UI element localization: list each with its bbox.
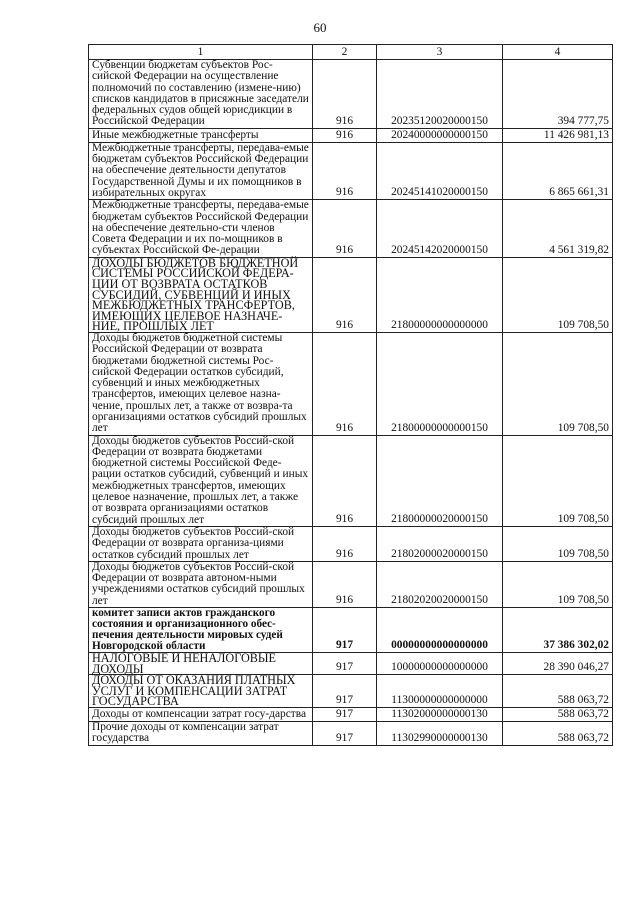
classification-code-cell: 11302990000000130 — [377, 722, 503, 746]
admin-code-cell: 917 — [313, 675, 377, 708]
page-number: 60 — [313, 20, 327, 35]
table-body — [89, 60, 613, 746]
admin-code-cell: 917 — [313, 722, 377, 746]
admin-code-cell: 916 — [313, 561, 377, 607]
income-name-cell: Доходы бюджетов субъектов Россий-ской Федерации от возврата автоном-ными учреждениями остатков субсидий прошлых лет — [89, 561, 313, 607]
classification-code-cell: 20240000000000150 — [377, 128, 503, 142]
classification-code-cell: 20245142020000150 — [377, 200, 503, 257]
table-row — [89, 60, 613, 129]
classification-code-cell: 21800000000000000 — [377, 257, 503, 332]
amount-cell: 588 063,72 — [503, 708, 613, 722]
amount-cell: 109 708,50 — [503, 332, 613, 435]
table-row — [89, 653, 613, 675]
income-name-cell: Межбюджетные трансферты, передава-емые бюджетам субъектов Российской Федерации на обеспечение деятельно-сти членов Совета Федерации и их по-мощников в субъектах Российской Фе-дерации — [89, 200, 313, 257]
income-name-cell: Доходы бюджетов бюджетной системы Российской Федерации от возврата бюджетами бюджетной системы Рос-сийской Федерации остатков субсидий, субвенций и иных межбюджетных трансфертов, имеющих целевое назна-чение, прошлых лет, а также от возвра-та организациями остатков субсидий прошлых лет — [89, 332, 313, 435]
amount-cell: 109 708,50 — [503, 257, 613, 332]
column-header-1: 1 — [89, 45, 313, 60]
admin-code-cell: 916 — [313, 257, 377, 332]
income-name-cell: Доходы бюджетов субъектов Россий-ской Федерации от возврата бюджетами бюджетной системы Российской Феде-рации остатков субсидий, субвенций и иных межбюджетных трансфертов, имеющих целевое назначение, прошлых лет, а также от возврата организациями остатков субсидий прошлых лет — [89, 435, 313, 526]
classification-code-cell: 10000000000000000 — [377, 653, 503, 675]
table-row — [89, 561, 613, 607]
column-header-2: 2 — [313, 45, 377, 60]
income-name-cell: Доходы бюджетов субъектов Россий-ской Федерации от возврата организа-циями остатков субсидий прошлых лет — [89, 526, 313, 561]
admin-code-cell: 917 — [313, 653, 377, 675]
income-name-cell: ДОХОДЫ БЮДЖЕТОВ БЮДЖЕТНОЙ СИСТЕМЫ РОССИЙСКОЙ ФЕДЕРА-ЦИИ ОТ ВОЗВРАТА ОСТАТКОВ СУБСИДИЙ, СУБВЕНЦИЙ И ИНЫХ МЕЖБЮДЖЕТНЫХ ТРАНСФЕРТОВ, ИМЕЮЩИХ ЦЕЛЕВОЕ НАЗНАЧЕ-НИЕ, ПРОШЛЫХ ЛЕТ — [89, 257, 313, 332]
classification-code-cell: 21802020020000150 — [377, 561, 503, 607]
table-row — [89, 142, 613, 199]
admin-code-cell: 916 — [313, 526, 377, 561]
classification-code-cell: 21802000020000150 — [377, 526, 503, 561]
admin-code-cell: 916 — [313, 435, 377, 526]
table-header-row — [89, 45, 613, 60]
amount-cell: 588 063,72 — [503, 675, 613, 708]
income-name-cell: Межбюджетные трансферты, передава-емые бюджетам субъектов Российской Федерации на обеспечение деятельности депутатов Государственной Думы и их помощников в избирательных округах — [89, 142, 313, 199]
classification-code-cell: 21800000000000150 — [377, 332, 503, 435]
amount-cell: 109 708,50 — [503, 526, 613, 561]
admin-code-cell: 916 — [313, 142, 377, 199]
table-row — [89, 332, 613, 435]
table-row — [89, 200, 613, 257]
amount-cell: 11 426 981,13 — [503, 128, 613, 142]
income-name-cell: Иные межбюджетные трансферты — [89, 128, 313, 142]
admin-code-cell: 917 — [313, 708, 377, 722]
revenue-table — [88, 44, 613, 746]
income-name-cell: комитет записи актов гражданского состояния и организационного обес-печения деятельности мировых судей Новгородской области — [89, 608, 313, 653]
table-row — [89, 722, 613, 746]
table-row — [89, 708, 613, 722]
income-name-cell: ДОХОДЫ ОТ ОКАЗАНИЯ ПЛАТНЫХ УСЛУГ И КОМПЕНСАЦИИ ЗАТРАТ ГОСУДАРСТВА — [89, 675, 313, 708]
admin-code-cell: 916 — [313, 60, 377, 129]
classification-code-cell: 00000000000000000 — [377, 608, 503, 653]
classification-code-cell: 21800000020000150 — [377, 435, 503, 526]
classification-code-cell: 11300000000000000 — [377, 675, 503, 708]
amount-cell: 28 390 046,27 — [503, 653, 613, 675]
income-name-cell: НАЛОГОВЫЕ И НЕНАЛОГОВЫЕ ДОХОДЫ — [89, 653, 313, 675]
amount-cell: 394 777,75 — [503, 60, 613, 129]
table-row — [89, 608, 613, 653]
table-row — [89, 526, 613, 561]
admin-code-cell: 916 — [313, 332, 377, 435]
amount-cell: 109 708,50 — [503, 561, 613, 607]
admin-code-cell: 916 — [313, 200, 377, 257]
income-name-cell: Доходы от компенсации затрат госу-дарства — [89, 708, 313, 722]
amount-cell: 6 865 661,31 — [503, 142, 613, 199]
table-row — [89, 128, 613, 142]
column-header-4: 4 — [503, 45, 613, 60]
classification-code-cell: 20245141020000150 — [377, 142, 503, 199]
amount-cell: 109 708,50 — [503, 435, 613, 526]
classification-code-cell: 11302000000000130 — [377, 708, 503, 722]
table-row — [89, 435, 613, 526]
income-name-cell: Субвенции бюджетам субъектов Рос-сийской Федерации на осуществление полномочий по составлению (измене-нию) списков кандидатов в присяжные заседатели федеральных судов общей юрисдикции в Российской Федерации — [89, 60, 313, 129]
table-row — [89, 675, 613, 708]
classification-code-cell: 20235120020000150 — [377, 60, 503, 129]
amount-cell: 588 063,72 — [503, 722, 613, 746]
admin-code-cell: 916 — [313, 128, 377, 142]
amount-cell: 37 386 302,02 — [503, 608, 613, 653]
admin-code-cell: 917 — [313, 608, 377, 653]
income-name-cell: Прочие доходы от компенсации затрат государства — [89, 722, 313, 746]
column-header-3: 3 — [377, 45, 503, 60]
amount-cell: 4 561 319,82 — [503, 200, 613, 257]
table-row — [89, 257, 613, 332]
